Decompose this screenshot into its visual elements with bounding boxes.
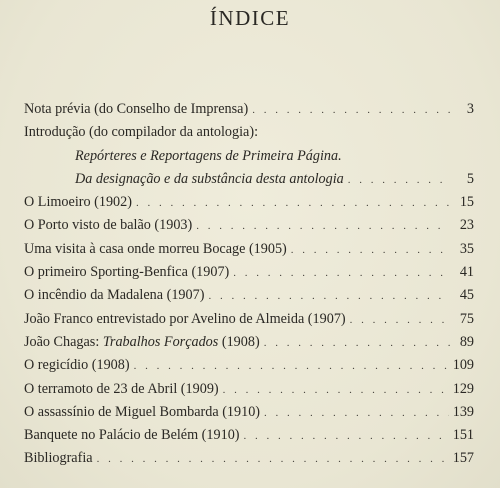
dot-leader xyxy=(223,384,449,396)
toc-entry xyxy=(24,124,474,147)
toc-entry xyxy=(24,404,474,427)
toc-entry-title: O Limoeiro (1902) xyxy=(24,194,132,211)
toc-entry-page: 23 xyxy=(459,217,474,234)
dot-leader xyxy=(350,314,450,326)
toc-entry xyxy=(24,287,474,310)
dot-leader xyxy=(252,104,450,116)
toc-entry xyxy=(24,264,474,287)
toc-entry xyxy=(24,194,474,217)
toc-entry-page: 129 xyxy=(452,380,474,397)
dot-leader xyxy=(264,407,449,419)
dot-leader xyxy=(134,360,449,372)
toc-entry-page: 109 xyxy=(452,357,474,374)
toc-entry-title: O Porto visto de balão (1903) xyxy=(24,217,193,234)
toc-entry-page: 41 xyxy=(459,264,474,281)
toc-entry-title: O regicídio (1908) xyxy=(24,357,130,374)
toc-entry xyxy=(24,357,474,380)
toc-entry-title-suffix: (1908) xyxy=(218,333,260,350)
dot-leader xyxy=(136,197,450,209)
toc-entry xyxy=(24,381,474,404)
toc-entry-page: 151 xyxy=(452,427,474,444)
toc-entry xyxy=(24,148,474,171)
toc-entry-page: 45 xyxy=(459,287,474,304)
toc-entry xyxy=(24,101,474,124)
toc-entry-title: Introdução (do compilador da antologia): xyxy=(24,124,259,141)
toc-entry-page: 5 xyxy=(466,170,474,187)
toc-entry xyxy=(24,311,474,334)
toc-entry-title: O primeiro Sporting-Benfica (1907) xyxy=(24,264,230,281)
toc-entry-title: O assassínio de Miguel Bombarda (1910) xyxy=(24,403,261,420)
dot-leader xyxy=(208,290,450,302)
toc-entry-page: 89 xyxy=(459,333,474,350)
dot-leader xyxy=(348,174,450,186)
toc-entry-page: 3 xyxy=(466,101,474,117)
toc-entry-title: Bibliografia xyxy=(24,450,93,467)
toc-entry-page: 157 xyxy=(452,450,474,467)
toc-entry-page: 35 xyxy=(459,240,474,257)
toc-entry-title: O terramoto de 23 de Abril (1909) xyxy=(24,380,219,397)
toc-entry-page: 15 xyxy=(459,194,474,211)
toc-entry xyxy=(24,217,474,240)
toc-entry-title: Nota prévia (do Conselho de Imprensa) xyxy=(24,101,249,117)
toc-entry xyxy=(24,241,474,264)
dot-leader xyxy=(291,244,450,256)
dot-leader xyxy=(196,220,450,232)
toc-entry xyxy=(24,427,474,450)
dot-leader xyxy=(233,267,450,279)
toc-entry-page: 75 xyxy=(459,310,474,327)
toc-entry-title: Da designação e da substância desta antologia xyxy=(75,170,344,187)
toc-entry-title: João Chagas: xyxy=(24,333,103,350)
toc-entry-title: Banquete no Palácio de Belém (1910) xyxy=(24,427,240,444)
toc-entry-title-italic: Trabalhos Forçados xyxy=(102,333,219,350)
table-of-contents xyxy=(24,101,474,474)
toc-entry-title: Uma visita à casa onde morreu Bocage (1905) xyxy=(24,240,287,257)
toc-entry-title: O incêndio da Madalena (1907) xyxy=(24,287,205,304)
toc-entry-page: 139 xyxy=(452,403,474,420)
toc-entry xyxy=(24,171,474,194)
toc-entry-title: Repórteres e Reportagens de Primeira Página. xyxy=(75,147,342,164)
toc-entry xyxy=(24,450,474,473)
toc-entry xyxy=(24,334,474,357)
dot-leader xyxy=(264,337,450,349)
dot-leader xyxy=(244,430,449,442)
page-title: ÍNDICE xyxy=(209,6,291,30)
dot-leader xyxy=(97,453,449,465)
toc-entry-title: João Franco entrevistado por Avelino de Almeida (1907) xyxy=(24,310,346,327)
